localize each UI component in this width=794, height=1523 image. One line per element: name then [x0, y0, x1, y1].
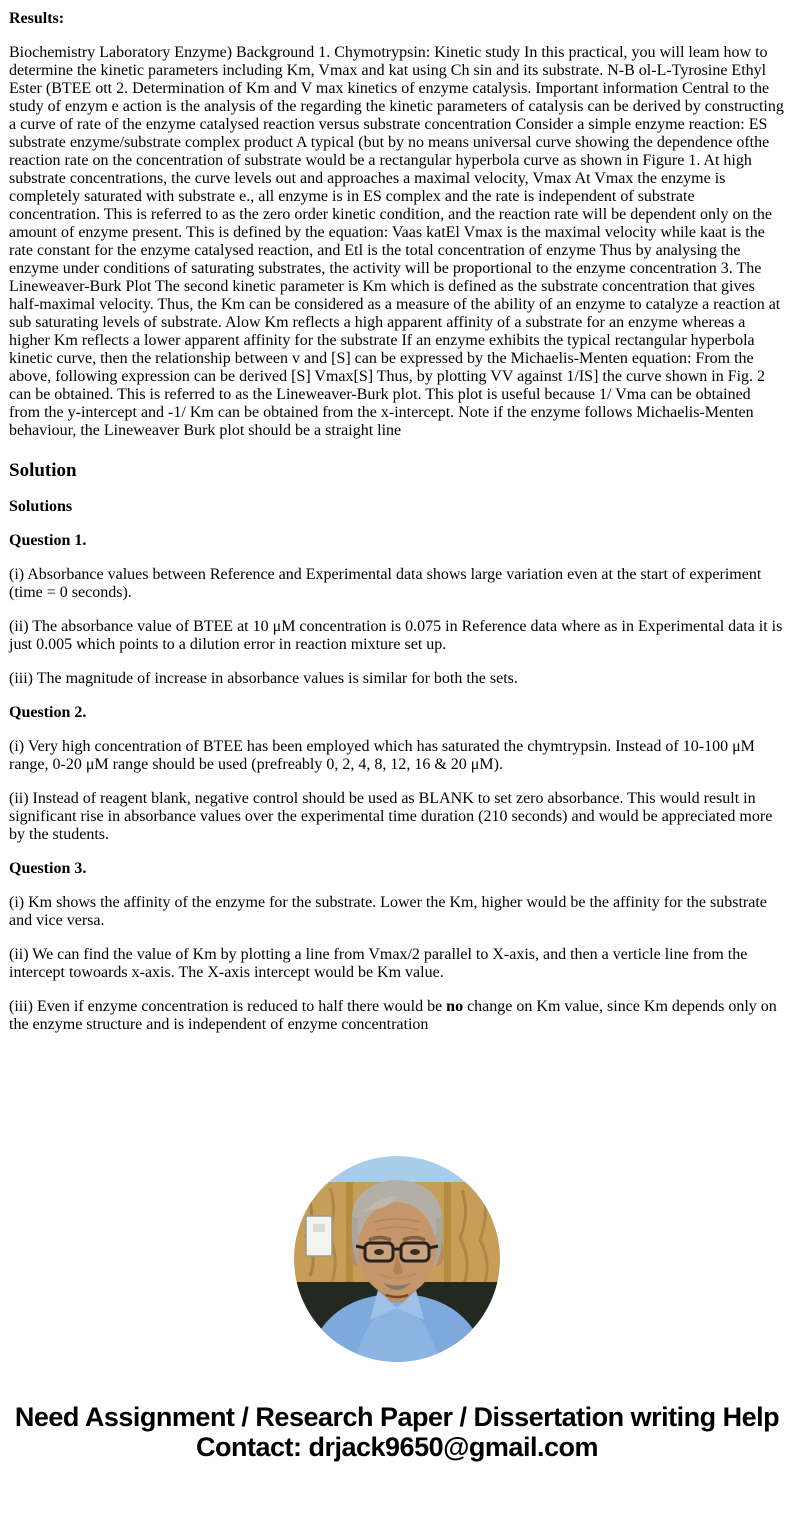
question-2-answer-i: (i) Very high concentration of BTEE has been employed which has saturated the chymtrypsin. Instead of 10-100 μM range, 0-20 μM range should be used (prefreably 0, 2, 4, 8, 12, 16 & 20 μM). — [9, 738, 755, 773]
question-1-answer-iii: (iii) The magnitude of increase in absorbance values is similar for both the sets. — [9, 670, 518, 687]
question-3-answer-i: (i) Km shows the affinity of the enzyme for the substrate. Lower the Km, higher would be the affinity for the substrate and vice versa. — [9, 894, 767, 929]
answer-text-suffix: change on Km value, since Km depends only on the enzyme structure and is independent of enzyme concentration — [9, 998, 777, 1033]
background-paragraph: Biochemistry Laboratory Enzyme) Background 1. Chymotrypsin: Kinetic study In this practical, you will leam how to determine the kinetic parameters including Km, Vmax and kat using Ch sin and its substrate. N-B ol-L-Tyrosine Ethyl Ester (BTEE ott 2. Determination of Km and V max kinetics of enzyme catalysis. Important information Central to the study of enzym e action is the analysis of the regarding the kinetic parameters of catalysis can be derived by constructing a curve of rate of the enzyme catalysed reaction versus substrate concentration Consider a simple enzyme reaction: ES substrate enzyme/substrate complex product A typical (but by no means universal curve showing the dependence ofthe reaction rate on the concentration of substrate would be a rectangular hyperbola curve as shown in Figure 1. At high substrate concentrations, the curve levels out and approaches a maximal velocity, Vmax At Vmax the enzyme is completely saturated with substrate e., all enzyme is in ES complex and the rate is independent of substrate concentration. This is referred to as the zero order kinetic condition, and the reaction rate will be dependent only on the amount of enzyme present. This is defined by the equation: Vaas katEl Vmax is the maximal velocity while kaat is the rate constant for the enzyme catalysed reaction, and Etl is the total concentration of enzyme Thus by analysing the enzyme under conditions of saturating substrates, the activity will be proportional to the enzyme concentration 3. The Lineweaver-Burk Plot The second kinetic parameter is Km which is defined as the substrate concentration that gives half-maximal velocity. Thus, the Km can be considered as a measure of the ability of an enzyme to catalyze a reaction at sub saturating levels of substrate. Alow Km reflects a high apparent affinity of a substrate for an enzyme whereas a higher Km reflects a lower apparent affinity for the substrate If an enzyme exhibits the typical rectangular hyperbola kinetic curve, then the relationship between v and [S] can be expressed by the Michaelis-Menten equation: From the above, following expression can be derived [S] Vmax[S] Thus, by plotting VV against 1/IS] the curve shown in Fig. 2 can be obtained. This is referred to as the Lineweaver-Burk plot. This plot is useful because 1/ Vma can be obtained from the y-intercept and -1/ Km can be obtained from the x-intercept. Note if the enzyme follows Michaelis-Menten behaviour, the Lineweaver Burk plot should be a straight line — [9, 44, 784, 439]
answer-bold-word: no — [446, 998, 464, 1015]
results-heading: Results: — [9, 10, 65, 27]
footer-banner — [9, 1402, 785, 1462]
solutions-subheading: Solutions — [9, 498, 73, 515]
question-3-answer-ii: (ii) We can find the value of Km by plotting a line from Vmax/2 parallel to X-axis, and then a verticle line from the intercept towoards x-axis. The X-axis intercept would be Km value. — [9, 946, 748, 981]
question-1-heading: Question 1. — [9, 532, 87, 549]
question-1-answer-i: (i) Absorbance values between Reference and Experimental data shows large variation even at the start of experiment (time = 0 seconds). — [9, 566, 762, 601]
solution-heading: Solution — [9, 460, 77, 481]
footer-contact: Contact: drjack9650@gmail.com — [196, 1432, 598, 1462]
question-2-heading: Question 2. — [9, 704, 87, 721]
portrait-photo-illustration — [294, 1156, 500, 1362]
answer-text-prefix: (iii) Even if enzyme concentration is reduced to half there would be — [9, 998, 447, 1015]
question-2-answer-ii: (ii) Instead of reagent blank, negative control should be used as BLANK to set zero absorbance. This would result in significant rise in absorbance values over the experimental time duration (210 seconds) and would be appreciated more by the students. — [9, 790, 773, 843]
question-1-answer-ii: (ii) The absorbance value of BTEE at 10 μM concentration is 0.075 in Reference data where as in Experimental data it is just 0.005 which points to a dilution error in reaction mixture set up. — [9, 618, 783, 653]
footer-headline: Need Assignment / Research Paper / Dissertation writing Help — [14, 1402, 780, 1432]
question-3-heading: Question 3. — [9, 860, 87, 877]
profile-photo — [294, 1156, 500, 1362]
question-3-answer-iii — [9, 998, 785, 1034]
